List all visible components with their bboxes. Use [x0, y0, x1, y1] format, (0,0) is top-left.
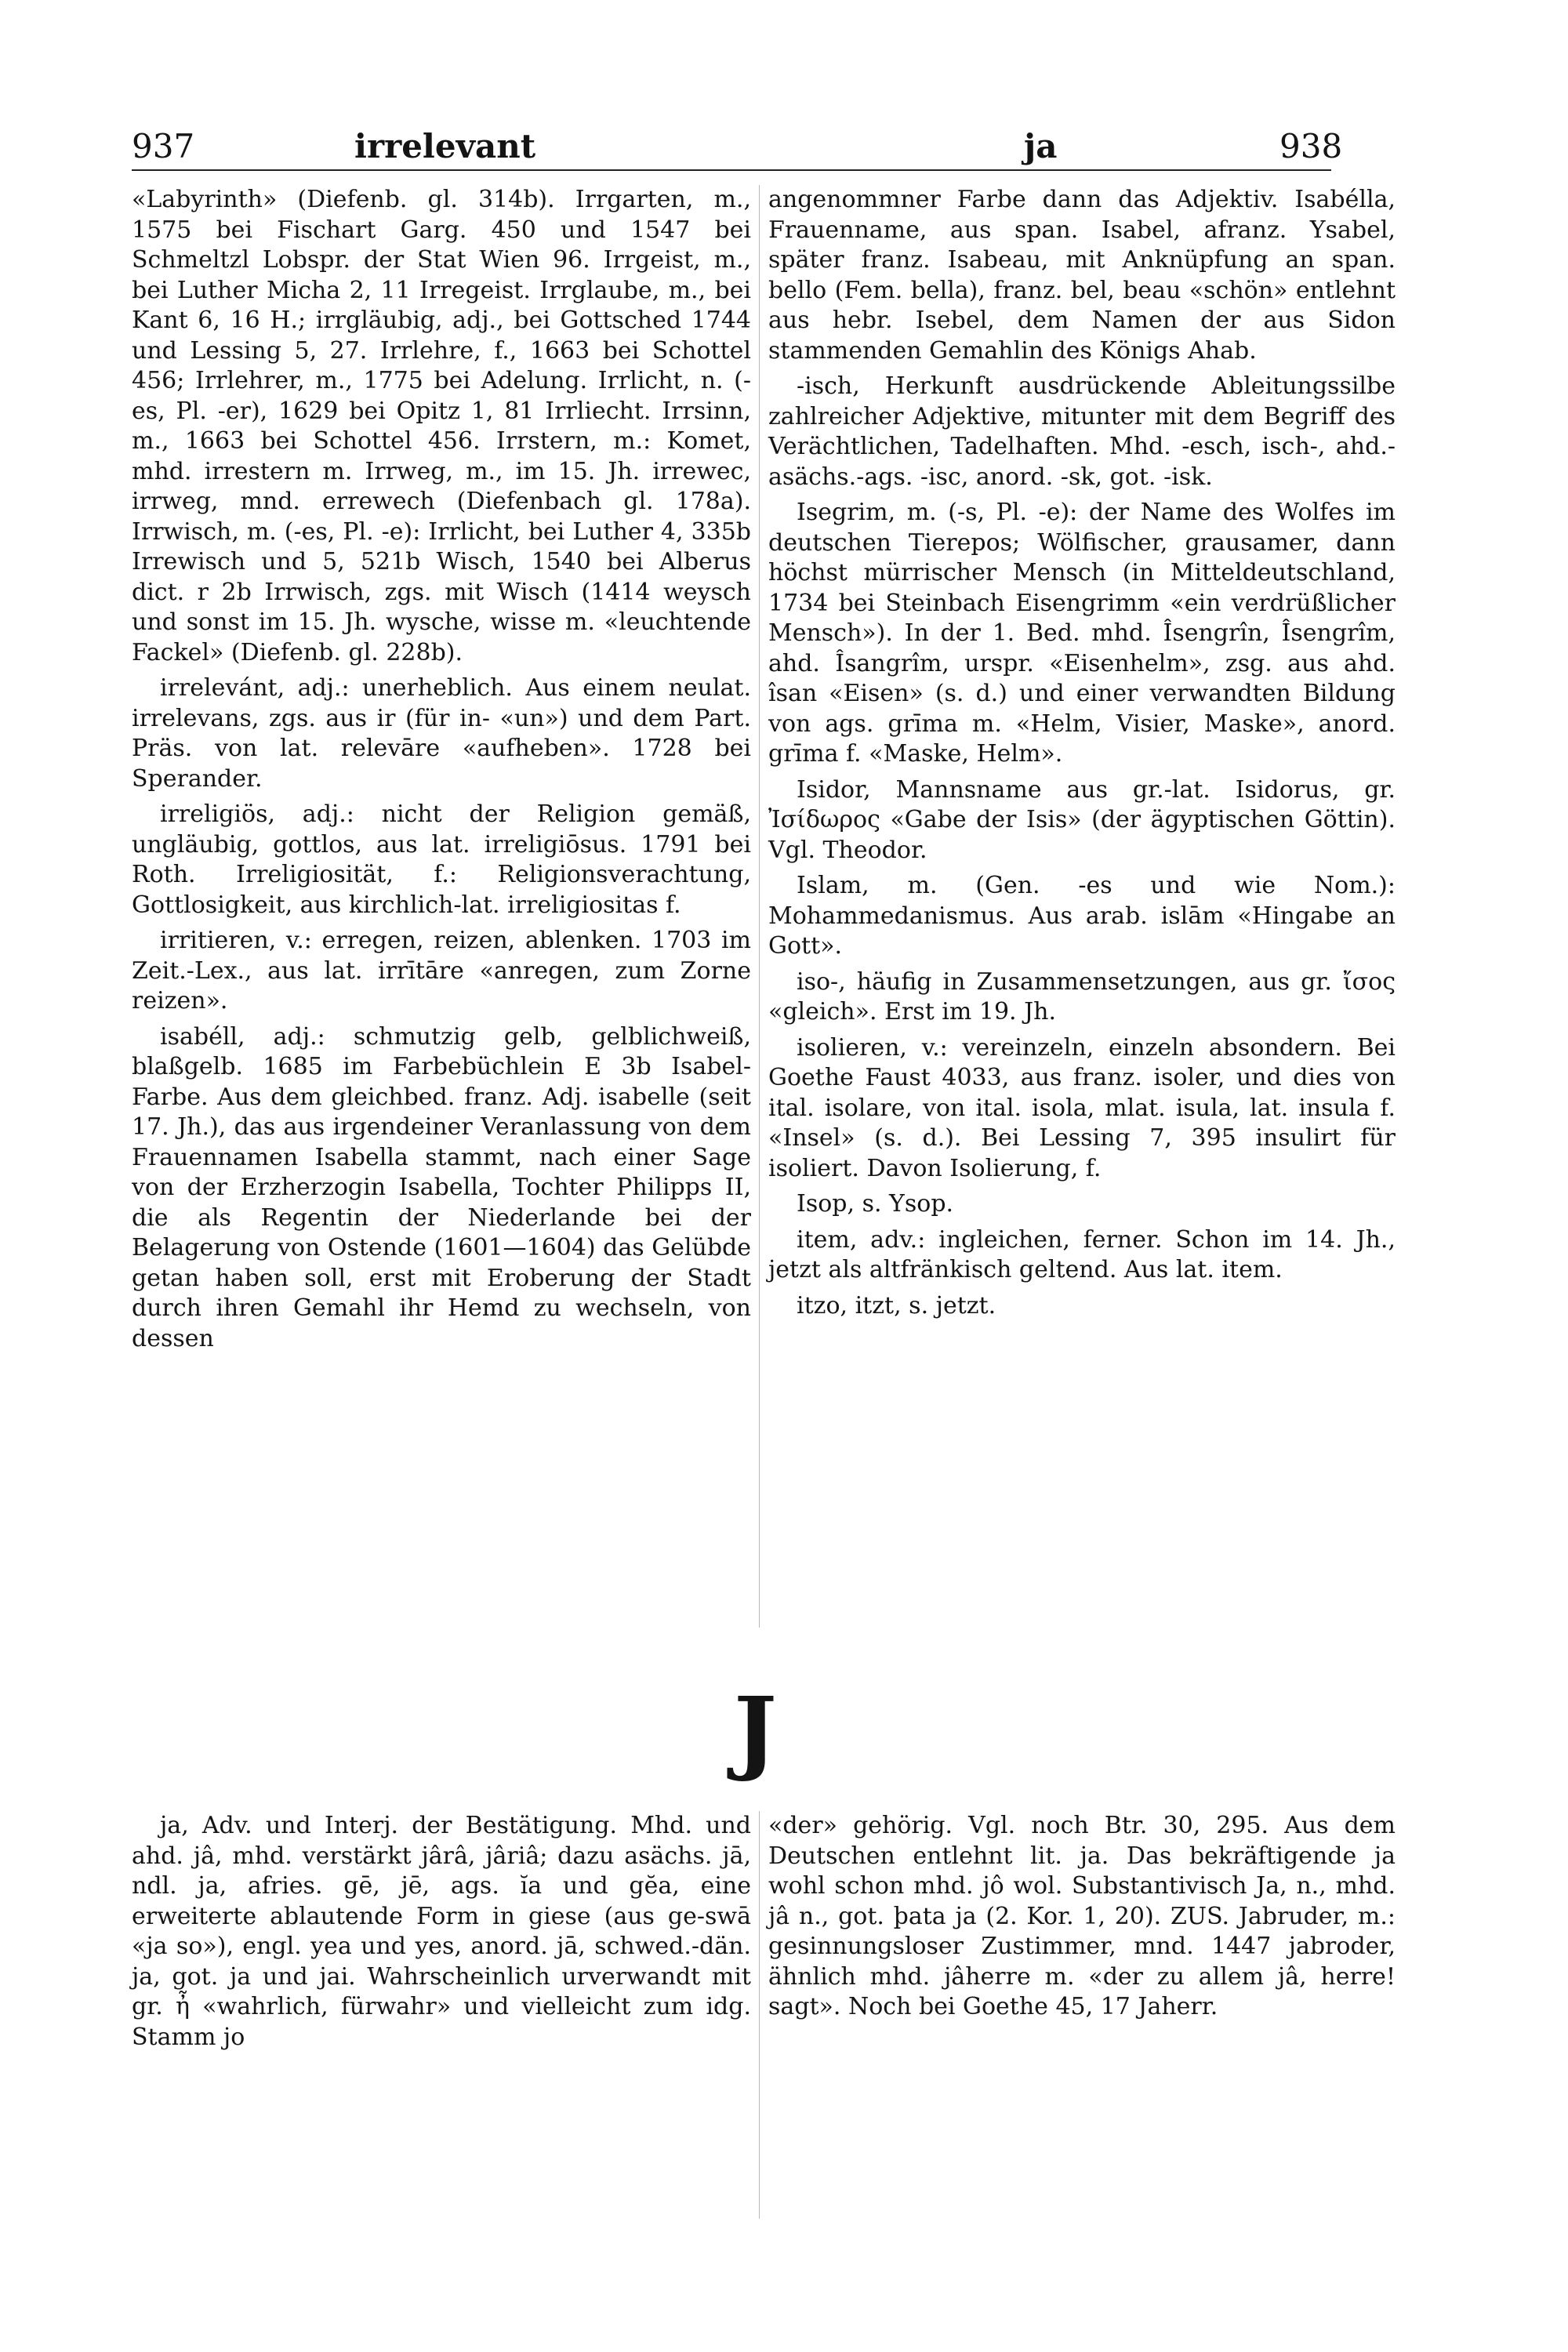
- column-right-bottom: [768, 1811, 1396, 2219]
- column-left-top: [132, 185, 751, 1628]
- entry-isop: Isop, s. Ysop.: [797, 1190, 954, 1218]
- page-number-left: 937: [132, 127, 195, 165]
- entry-irrelevant: irrelevánt, adj.: unerheblich. Aus einem neulat. irrelevans, zgs. aus ir (für in- «un») und dem Part. Präs. von lat. relevāre «aufheben». 1728 bei Sperander.: [132, 674, 751, 793]
- column-left-bottom: [132, 1811, 751, 2219]
- entry-isabella: angenommner Farbe dann das Adjektiv. Isabélla, Frauenname, aus span. Isabel, afranz. Ysabel, später franz. Isabeau, mit Anknüpfung an span. bello (Fem. bella), franz. bel, beau «schön» entlehnt aus hebr. Isebel, dem Namen der aus Sidon stammenden Gemahlin des Königs Ahab.: [768, 186, 1396, 365]
- column-divider-top: [759, 185, 760, 1628]
- running-head-left: irrelevant: [354, 127, 536, 165]
- column-right-top: [768, 185, 1396, 1628]
- entry-irritieren: irritieren, v.: erregen, reizen, ablenken. 1703 im Zeit.-Lex., aus lat. irrītāre «anregen, zum Zorne reizen».: [132, 927, 751, 1014]
- entry-isidor: Isidor, Mannsname aus gr.-lat. Isidorus, gr. Ἰσίδωρος «Gabe der Isis» (der ägyptischen Göttin). Vgl. Theodor.: [768, 775, 1396, 864]
- entry-isegrim: Isegrim, m. (-s, Pl. -e): der Name des Wolfes im deutschen Tierepos; Wölfischer, grausamer, dann höchst mürrischer Mensch (in Mitteldeutschland, 1734 bei Steinbach Eisengrimm «ein verdrüßlicher Mensch»). In der 1. Bed. mhd. Îsengrîn, Îsengrîm, ahd. Îsangrîm, urspr. «Eisenhelm», zsg. aus ahd. îsan «Eisen» (s. d.) und einer verwandten Bildung von ags. grīma m. «Helm, Visier, Maske», anord. grīma f. «Maske, Helm».: [768, 499, 1396, 768]
- page-number-right: 938: [1279, 127, 1343, 165]
- entry-item: item, adv.: ingleichen, ferner. Schon im 14. Jh., jetzt als altfränkisch geltend. Aus lat. item.: [768, 1225, 1396, 1283]
- header-rule: [132, 169, 1331, 171]
- entry-iso: iso-, häufig in Zusammensetzungen, aus gr. ἴσος «gleich». Erst im 19. Jh.: [768, 967, 1396, 1025]
- entry-isolieren: isolieren, v.: vereinzeln, einzeln absondern. Bei Goethe Faust 4033, aus franz. isoler, und dies von ital. isolare, von ital. isola, mlat. isula, lat. insula f. «Insel» (s. d.). Bei Lessing 7, 395 insulirt für isoliert. Davon Isolierung, f.: [768, 1033, 1396, 1182]
- section-letter-heading: J: [734, 1678, 777, 1784]
- entry-irreligioes: irreligiös, adj.: nicht der Religion gemäß, ungläubig, gottlos, aus lat. irreligiōsus. 1791 bei Roth. Irreligiosität, f.: Religionsverachtung, Gottlosigkeit, aus kirchlich-lat. irreligiositas f.: [132, 800, 751, 919]
- column-divider-bottom: [759, 1811, 760, 2219]
- entry-isabell: isabéll, adj.: schmutzig gelb, gelblichweiß, blaßgelb. 1685 im Farbebüchlein E 3b Isabel-Farbe. Aus dem gleichbed. franz. Adj. isabelle (seit 17. Jh.), das aus irgendeiner Veranlassung von dem Frauennamen Isabella stammt, nach einer Sage von der Erzherzogin Isabella, Tochter Philipps II, die als Regentin der Niederlande bei der Belagerung von Ostende (1601—1604) das Gelübde getan haben soll, erst mit Eroberung der Stadt durch ihren Gemahl ihr Hemd zu wechseln, von dessen: [132, 1022, 751, 1352]
- entry-irrgarten-cluster: «Labyrinth» (Diefenb. gl. 314b). Irrgarten, m., 1575 bei Fischart Garg. 450 und 1547 bei Schmeltzl Lobspr. der Stat Wien 96. Irrgeist, m., bei Luther Micha 2, 11 Irregeist. Irrglaube, m., bei Kant 6, 16 H.; irrgläubig, adj., bei Gottsched 1744 und Lessing 5, 27. Irrlehre, f., 1663 bei Schottel 456; Irrlehrer, m., 1775 bei Adelung. Irrlicht, n. (-es, Pl. -er), 1629 bei Opitz 1, 81 Irrliecht. Irrsinn, m., 1663 bei Schottel 456. Irrstern, m.: Komet, mhd. irrestern m. Irrweg, m., im 15. Jh. irrewec, irrweg, mnd. errewech (Diefenbach gl. 178a). Irrwisch, m. (-es, Pl. -e): Irrlicht, bei Luther 4, 335b Irrewisch und 5, 521b Wisch, 1540 bei Alberus dict. r 2b Irrwisch, zgs. mit Wisch (1414 weysch und sonst im 15. Jh. wysche, wisse m. «leuchtende Fackel» (Diefenb. gl. 228b).: [132, 186, 751, 666]
- entry-itzo: itzo, itzt, s. jetzt.: [797, 1291, 996, 1319]
- running-head-right: ja: [1024, 127, 1058, 165]
- entry-islam: Islam, m. (Gen. -es und wie Nom.): Mohammedanismus. Aus arab. islām «Hingabe an Gott».: [768, 872, 1396, 960]
- entry-ja: ja, Adv. und Interj. der Bestätigung. Mhd. und ahd. jâ, mhd. verstärkt jârâ, jâriâ; dazu asächs. jā, ndl. ja, afries. gē, jē, ags. ĭa und gĕa, eine erweiterte ablautende Form in giese (aus ge-swā «ja so»), engl. yea und yes, anord. jā, schwed.-dän. ja, got. ja und jai. Wahrscheinlich urverwandt mit gr. ἦ «wahrlich, fürwahr» und vielleicht zum idg. Stamm jo: [132, 1812, 751, 2051]
- entry-isch: -isch, Herkunft ausdrückende Ableitungssilbe zahlreicher Adjektive, mitunter mit dem Begriff des Verächtlichen, Tadelhaften. Mhd. -esch, isch-, ahd.-asächs.-ags. -isc, anord. -sk, got. -isk.: [768, 372, 1396, 491]
- entry-ja-continued: «der» gehörig. Vgl. noch Btr. 30, 295. Aus dem Deutschen entlehnt lit. ja. Das bekräftigende ja wohl schon mhd. jô wol. Substantivisch Ja, n., mhd. jâ n., got. þata ja (2. Kor. 1, 20). ZUS. Jabruder, m.: gesinnungsloser Zustimmer, mnd. 1447 jabroder, ähnlich mhd. jâherre m. «der zu allem jâ, herre! sagt». Noch bei Goethe 45, 17 Jaherr.: [768, 1812, 1396, 2020]
